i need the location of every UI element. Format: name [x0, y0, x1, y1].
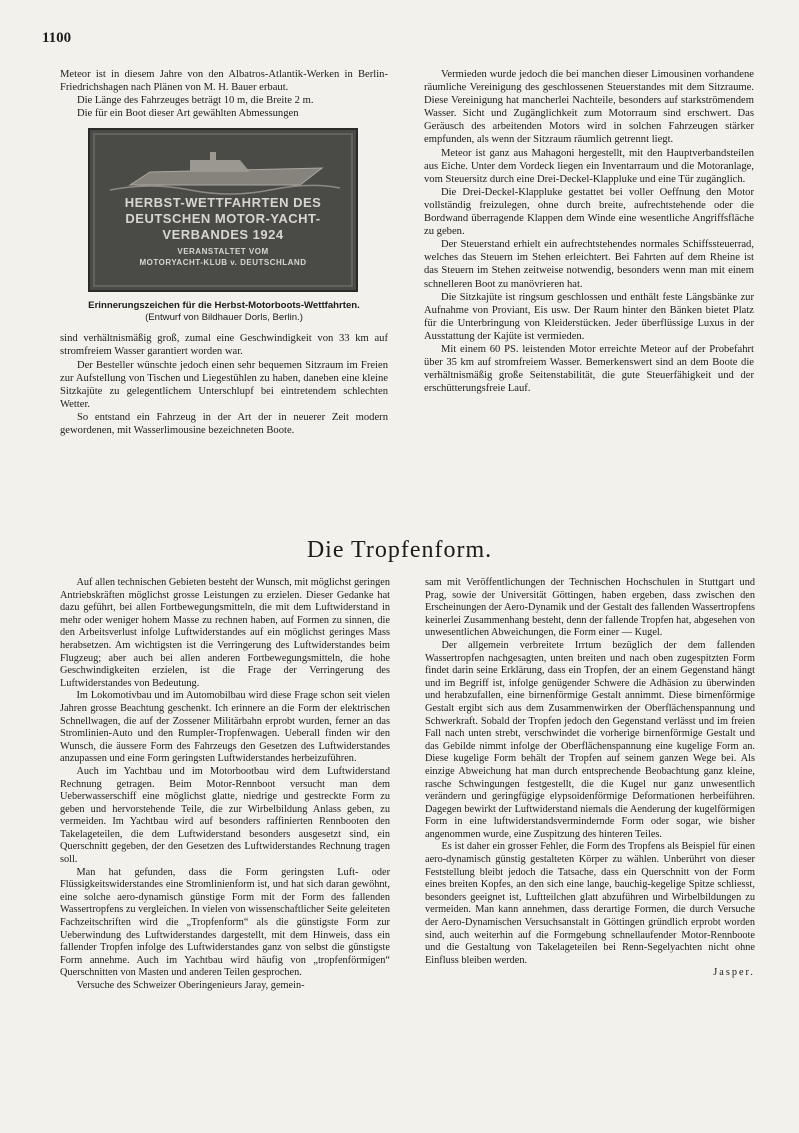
article-column-bottom-left — [60, 577, 390, 993]
paragraph: Der Besteller wünschte jedoch einen sehr bequemen Sitzraum im Freien zur Aufstellung von Tischen und Liegestühlen zu haben, daneben eine kleine Sitzkajüte zu gelegentlichem Unterschlupf bei eintretendem schlechten Wetter. — [60, 359, 388, 410]
section-heading: Die Tropfenform. — [306, 537, 493, 563]
paragraph: Meteor ist ganz aus Mahagoni hergestellt, mit den Hauptverbandsteilen aus Eiche. Unter dem Vordeck liegen ein Inventarraum und die Motoranlage, vom Steuersitz durch eine Drei-Deckel-Klappluke und eine Tür zugänglich. — [424, 147, 754, 185]
author-signature: Jasper. — [713, 967, 755, 979]
figure — [88, 128, 356, 292]
paragraph: sind verhältnismäßig groß, zumal eine Geschwindigkeit von 33 km auf stromfreiem Wasser garantiert worden war. — [60, 333, 388, 358]
paragraph: So entstand ein Fahrzeug in der Art der in neuerer Zeit modern gewordenen, mit Wasserlimousine bezeichneten Boote. — [60, 411, 388, 437]
article-column-top-left — [60, 68, 388, 437]
paragraph: Auch im Yachtbau und im Motorbootbau wird dem Luftwiderstand Rechnung getragen. Beim Motor-Rennboot versucht man dem Ueberwasserschiff eine möglichst glatte, niedrige und gestreckte Form zu geben und hervorstehende Teile, die zur Wirbelbildung Anlass geben, zu vermeiden. Im Yachtbau wird auf besonders raffinierten Rennbooten den Takelageteilen, die dem Luftwiderstand besonders ausgesetzt sind, ein Querschnitt gegeben, der den Gesetzen des Luftwiderstandes Rechnung tragen soll. — [60, 765, 390, 866]
plaque-text: HERBST-WETTFAHRTEN DES — [124, 195, 322, 211]
page-number: 1100 — [42, 30, 72, 46]
paragraph: Die für ein Boot dieser Art gewählten Abmessungen — [76, 108, 299, 120]
paragraph: Meteor ist in diesem Jahre von den Albatros-Atlantik-Werken in Berlin-Friedrichshagen nach Plänen von M. H. Bauer erbaut. — [60, 69, 388, 94]
paragraph: sam mit Veröffentlichungen der Technischen Hochschulen in Stuttgart und Prag, sowie der Universität Göttingen, haben ergeben, dass zwischen den Erscheinungen der Aero-Dynamik und der Gestalt des fallenden Wassertropfens keinerlei Zusammenhang besteht, denn der fallende Tropfen hat, abgesehen von unwesentlichen Abweichungen, die Form einer — Kugel. — [425, 577, 755, 639]
paragraph: Man hat gefunden, dass die Form geringsten Luft- oder Flüssigkeitswiderstandes eine Stromlinienform ist, und hat sich daran gewöhnt, eine solche aero-dynamisch günstige Form mit der Form des fallenden Wassertropfens zu vergleichen. In vielen von wissenschaftlicher Seite geleiteten Fachzeitschriften wird die „Tropfenform“ als die günstigste Form zur Ueberwindung des Luftwiderstandes dargestellt, mit dem Hinweis, dass ein fallender Tropfen infolge des Luftwiderstandes ganz von selbst die günstigste Form annehme. Auch im Yachtbau wird häufig von „tropfenförmigen“ Querschnitten von Masten und anderen Teilen gesprochen. — [60, 866, 390, 979]
paragraph: Die Drei-Deckel-Klappluke gestattet bei voller Oeffnung den Motor vollständig freizulegen, ohne durch breite, aufrechtstehende oder die Bordwand überragende Klappen dem Winde eine wesentliche Angriffsfläche zu geben. — [424, 186, 754, 238]
paragraph: Der allgemein verbreitete Irrtum bezüglich der dem fallenden Wassertropfen nachgesagten, unten breiten und nach oben zugespitzten Form findet darin seine Erklärung, dass ein Tropfen, der an einem Gegenstand hängt und im Begriff ist, infolge genügender Schwere die Adhäsion zu überwinden und herabzufallen, eine birnenförmige Gestalt annimmt. Diese birnenförmige Gestalt ergibt sich aus dem Zusammenwirken der Oberflächenspannung und Schwerkraft. Sobald der Tropfen jedoch den Gegenstand verlässt und im freien Fall nach unten strebt, verschwindet die vorherige birnenförmige Gestalt und das Gebilde nimmt infolge der Oberflächenspannung eine kugelige Form an. Diese kugelige Form behält der Tropfen auf seinem ganzen Wege bei. Als einzige Abweichung hat man durch entsprechende Beobachtung ganz kleine, rasche Schwingungen festgestellt, die die Kugel nur ganz unwesentlich verändern und geringfügige elypsoidenförmige Deformationen herbeiführen. Dagegen bewirkt der Luftwiderstand niemals die Aenderung der kugelförmigen Form in eine luftwiderstandsvermindernde Form oder sogar, wie bisher angenommen wurde, eine Zuspitzung des hinteren Teiles. — [425, 639, 755, 840]
paragraph: Die Sitzkajüte ist ringsum geschlossen und enthält feste Längsbänke zur Aufnahme von Proviant, Eis usw. Der Raum hinter den Bänken bietet Platz für die Unterbringung von Kleiderstücken. Jeder überflüssige Luxus in der Ausstattung der Kajüte ist vermieden. — [424, 291, 754, 342]
caption-credit: (Entwurf von Bildhauer Dorls, Berlin.) — [145, 312, 303, 324]
paragraph: Die Länge des Fahrzeuges beträgt 10 m, die Breite 2 m. — [76, 95, 314, 107]
plaque-text: DEUTSCHEN MOTOR-YACHT- — [125, 211, 321, 227]
paragraph: Auf allen technischen Gebieten besteht der Wunsch, mit möglichst geringen Antriebskräften möglichst grosse Leistungen zu erzielen. Dieser Gedanke hat dazu geführt, bei allen Fortbewegungsmitteln, die mit dem Luftwiderstand in mehr oder weniger hohem Masse zu rechnen haben, auf Formen zu sinnen, die den Arbeitsverlust infolge Luftwiderstandes auf ein möglichst geringes Mass herabsetzen. Am wichtigsten ist die Verringerung des Luftwiderstandes beim Flugzeug; aber auch bei allen anderen Fortbewegungsmitteln, die hohe Geschwindigkeiten erzielen, ist die Frage der Verringerung des Luftwiderstandes von Bedeutung. — [60, 577, 390, 689]
caption-title: Erinnerungszeichen für die Herbst-Motorboots-Wettfahrten. — [88, 300, 360, 312]
paragraph: Mit einem 60 PS. leistenden Motor erreichte Meteor auf der Probefahrt über 35 km auf stromfreiem Wasser. Bemerkenswert sind an dem Boote die verhältnismäßig große Seitenstabilität, die gute Steuerfähigkeit und der erschütterungsfreie Lauf. — [424, 343, 754, 395]
article-column-top-right — [424, 68, 754, 395]
paragraph: Es ist daher ein grosser Fehler, die Form des Tropfens als Beispiel für einen aero-dynamisch günstig gestalteten Körper zu wählen. Unberührt von dieser Feststellung bleibt jedoch die Tatsache, dass ein Querschnitt von der Form eines breiten Kopfes, an den sich eine lange, bauchig-kegelige Spitze schliesst, besonders geeignet ist, Luftteilchen glatt abzuführen und Wirbelbildungen zu vermeiden. Man kann annehmen, dass derartige Formen, die durch Versuche der Aero-Dynamischen Versuchsanstalt in Göttingen gründlich erprobt worden sind, auch weiterhin auf die Formgebung schnellaufender Motor-Rennboote und die Gestaltung von Takelageteilen bei Renn-Segelyachten nicht ohne Einfluss bleiben werden. — [425, 841, 755, 966]
paragraph: Der Steuerstand erhielt ein aufrechtstehendes normales Schiffssteuerrad, welches das Steuern im Stehen erleichtert. Bei Fahrten auf dem Rheine ist das Steuern im Stehen zeitweise notwendig, besonders wenn man mit einem schnelleren Boot zu manövrieren hat. — [424, 239, 754, 290]
plaque-text: VERANSTALTET VOM — [177, 247, 269, 257]
article-column-bottom-right — [425, 577, 755, 980]
paragraph: Im Lokomotivbau und im Automobilbau wird diese Frage schon seit vielen Jahren grosse Beachtung geschenkt. Ich erinnere an die Form der elektrischen Schnellwagen, die auf der Zossener Militärbahn erprobt wurden, ferner an das Stromlinien-Auto und den Rumpler-Tropfenwagen. Ueberall finden wir den Wunsch, die äussere Form des Fahrzeugs den Gesetzen des Luftwiderstandes anzupassen und eine Form geringsten Luftwiderstandes herbeizuführen. — [60, 690, 390, 765]
plaque-text: MOTORYACHT-KLUB v. DEUTSCHLAND — [139, 258, 307, 268]
commemorative-plaque-image — [88, 128, 358, 292]
figure-caption — [60, 300, 388, 324]
paragraph: Versuche des Schweizer Oberingenieurs Jaray, gemein- — [76, 980, 305, 991]
plaque-text: VERBANDES 1924 — [162, 227, 284, 243]
paragraph: Vermieden wurde jedoch die bei manchen dieser Limousinen vorhandene räumliche Vereinigung des geschlossenen Steuerstandes mit dem Sitzraume. Diese Vereinigung hat mancherlei Nachteile, besonders auf starkströmendem Wasser. Sicht und Zugänglichkeit zum Motorraum sind erschwert. Das Geräusch des arbeitenden Motors wird in solchen Fahrzeugen stärker empfunden, als wenn der Sitzraum räumlich getrennt liegt. — [424, 69, 754, 146]
